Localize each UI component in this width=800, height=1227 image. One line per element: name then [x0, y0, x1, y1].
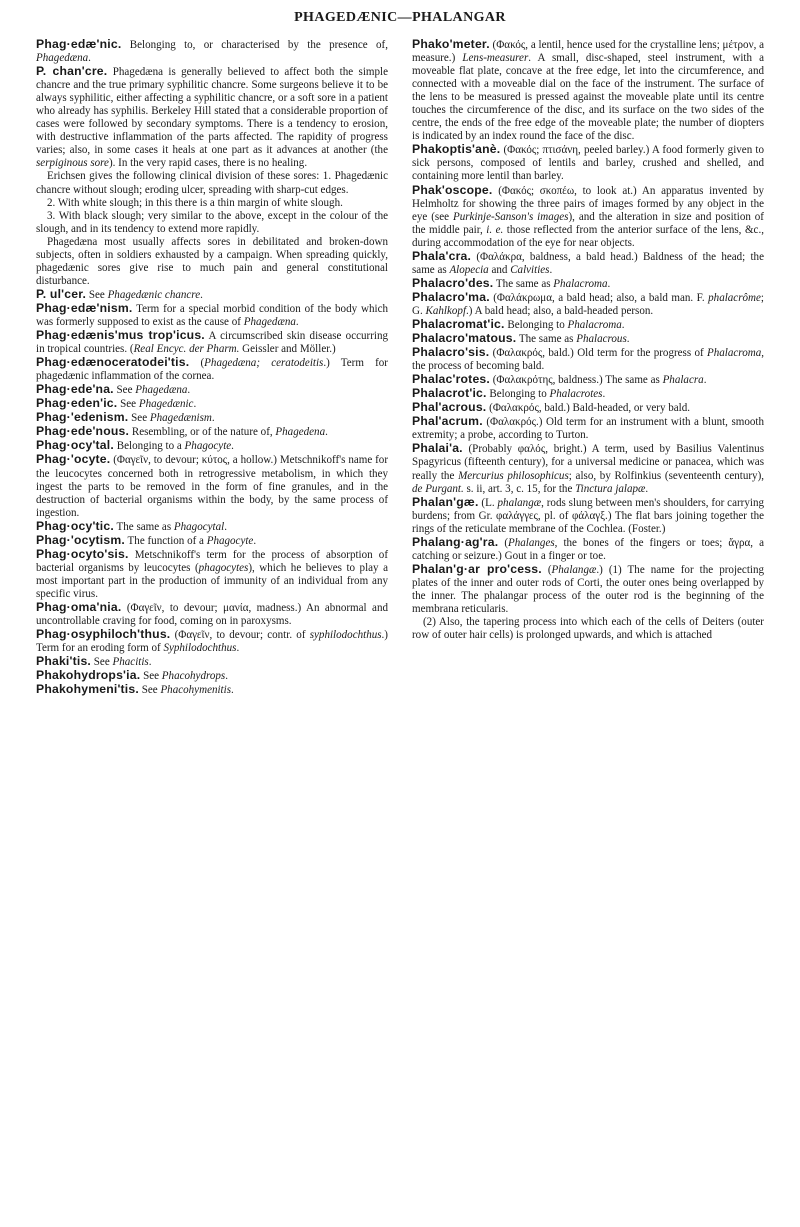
entry-definition: See Phagedænic chancre. — [86, 288, 203, 301]
dictionary-entry — [412, 346, 764, 373]
dictionary-entry — [36, 197, 388, 210]
entry-headword: Phag·ede'nous. — [36, 424, 130, 439]
entry-definition: 3. With black slough; very similar to the above, except in the colour of the slough, and in its tendency to extend more rapidly. — [36, 209, 388, 235]
dictionary-entry — [412, 415, 764, 442]
entry-definition: (Φακός, a lentil, hence used for the crystalline lens; μέτρον, a measure.) Lens-measurer. A small, disc-shaped, steel instrument, with a moveable flat plate, concave at the free edge, let into the circumference, and connected with a moveable dial on the face of the instrument. The surface of the lens to be measured is pressed against the moveable plate until its centre touches the circumference of the disc, and its surface on the two sides of the centre, the ends of the free edge of the moveable plate; the number of diopters is indicated by an index round the face of the disc. — [412, 39, 765, 143]
entry-definition: The function of a Phagocyte. — [125, 534, 257, 547]
dictionary-entry — [36, 356, 388, 383]
entry-definition: (Phagedæna; ceratodeitis.) Term for phagedænic inflammation of the cornea. — [36, 357, 388, 383]
entry-definition: See Phacohydrops. — [140, 670, 228, 683]
entry-definition: (Φαλακρός, bald.) Old term for the progress of Phalacroma, the process of becoming bald. — [412, 347, 764, 373]
entry-definition: See Phagedænic. — [117, 398, 197, 411]
dictionary-entry — [36, 236, 388, 288]
entry-definition: The same as Phalacrous. — [516, 333, 630, 346]
entry-headword: Phag·edænis'mus trop'icus. — [36, 328, 205, 343]
entry-definition: Belonging to a Phagocyte. — [113, 440, 234, 453]
entry-headword: Phag·eden'ic. — [36, 396, 118, 411]
entry-headword: Phalacro'des. — [412, 275, 494, 290]
dictionary-entry — [36, 210, 388, 236]
dictionary-entry — [412, 401, 764, 415]
entry-definition: (Φαλακρότης, baldness.) The same as Phalacra. — [489, 374, 707, 387]
dictionary-entry — [36, 383, 388, 397]
dictionary-entry — [36, 628, 388, 655]
entry-definition: Resembling, or of the nature of, Phagedena. — [129, 426, 328, 439]
entry-headword: Phalai'a. — [412, 441, 463, 456]
dictionary-entry — [36, 411, 388, 425]
entry-definition: See Phacitis. — [91, 656, 152, 669]
entry-definition: (Φαλακρός.) Old term for an instrument with a blunt, smooth extremity; a probe, according to Turton. — [412, 416, 764, 442]
dictionary-entry — [36, 439, 388, 453]
entry-headword: Phakohydrops'ia. — [36, 668, 141, 683]
entry-headword: P. chan'cre. — [36, 64, 108, 79]
entry-definition: (Φαλάκρα, baldness, a bald head.) Baldness of the head; the same as Alopecia and Calvities. — [412, 250, 764, 276]
dictionary-entry — [36, 669, 388, 683]
dictionary-entry — [412, 536, 764, 563]
entry-headword: Phalacro'matous. — [412, 331, 517, 346]
entry-definition: (Φαγεῖν, to devour; contr. of syphilodochthus.) Term for an eroding form of Syphilodochthus. — [36, 629, 388, 655]
entry-headword: Phag·edæ'nic. — [36, 37, 122, 51]
entry-definition: (2) Also, the tapering process into which each of the cells of Deiters (outer row of outer hair cells) is prolonged upwards, and which is attached — [412, 616, 764, 642]
entry-headword: Phakohymeni'tis. — [36, 682, 139, 697]
entry-headword: Phalang·ag'ra. — [412, 534, 499, 549]
entry-definition: (L. phalangæ, rods slung between men's shoulders, for carrying burdens; from Gr. φαλάγγες, pl. of φάλαγξ.) The flat bars joining together the rings of the reticulate membrane of the Cochlea. (Foster.) — [412, 496, 764, 535]
dictionary-entry — [36, 38, 388, 65]
entry-headword: Phala'cra. — [412, 248, 472, 263]
dictionary-entry — [36, 683, 388, 697]
dictionary-entry — [36, 453, 388, 519]
entry-definition: (Probably φαλός, bright.) A term, used by Basilius Valentinus Spagyricus (fifteenth century), for a universal medicine or panacea, which was really the Mercurius philosophicus; also, by Rolfinkius (seventeenth century), de Purgant. s. ii, art. 3, c. 15, for the Tinctura jalapæ. — [412, 443, 765, 495]
entry-definition: (Φακός; σκοπέω, to look at.) An apparatus invented by Helmholtz for showing the three pairs of images formed by any object in the eye (see Purkinje-Sanson's images), and the alteration in size and position of the middle pair, i. e. those reflected from the anterior surface of the lens, &c., during accommodation of the eye for near objects. — [412, 184, 764, 249]
entry-definition: See Phagedænism. — [128, 412, 215, 425]
dictionary-entry — [412, 250, 764, 277]
entry-headword: Phakoptis'anè. — [412, 142, 501, 157]
dictionary-entry — [412, 563, 764, 616]
dictionary-entry — [412, 318, 764, 332]
entry-headword: Phag·ocy'tal. — [36, 438, 114, 453]
entry-definition: (Φακός; πτισάνη, peeled barley.) A food formerly given to sick persons, composed of lentils and barley, crushed and shelled, and containing more lentil than barley. — [412, 144, 764, 183]
entry-definition: (Φαλακρός, bald.) Bald-headed, or very bald. — [486, 402, 691, 415]
dictionary-entry — [36, 65, 388, 170]
dictionary-entry — [412, 332, 764, 346]
entry-definition: (Φαλάκρωμα, a bald head; also, a bald man. F. phalacrôme; G. Kahlkopf.) A bald head; also, a bald-headed person. — [412, 291, 764, 317]
right-column — [412, 38, 764, 697]
dictionary-entry — [36, 655, 388, 669]
dictionary-entry — [412, 373, 764, 387]
dictionary-entry — [36, 329, 388, 356]
entry-definition: See Phagedæna. — [113, 384, 191, 397]
dictionary-entry — [36, 534, 388, 548]
entry-headword: Phalac'rotes. — [412, 372, 490, 387]
entry-definition: Belonging to, or characterised by the presence of, Phagedæna. — [36, 39, 388, 65]
entry-definition: (Phalangæ.) (1) The name for the projecting plates of the inner and outer rods of Corti, the outer ones being overlapped by the inner. The phalangar process of the outer rod is the beginning of the membrana reticularis. — [412, 563, 765, 615]
entry-headword: Phag·ede'na. — [36, 382, 114, 397]
dictionary-entry — [412, 277, 764, 291]
entry-definition: Erichsen gives the following clinical division of these sores: 1. Phagedænic chancre without slough; eroding ulcer, spreading with sharp-cut edges. — [36, 170, 388, 196]
entry-headword: Phak'oscope. — [412, 182, 493, 197]
entry-definition: (Φαγεῖν, to devour; κύτος, a hollow.) Metschnikoff's name for the leucocytes concerned both in retrogressive metabolism, in which they ingest the parts to be removed in the form of fine granules, and in the destruction of bacterial organisms within the body, by the same process of ingestion. — [36, 454, 388, 519]
entry-headword: Phag·'ocyte. — [36, 452, 111, 467]
entry-definition: Phagedæna most usually affects sores in debilitated and broken-down subjects, often in soldiers exhausted by a campaign. When spreading quickly, phagedænic sores give rise to much pain and general constitutional disturbance. — [36, 235, 388, 287]
dictionary-entry — [36, 302, 388, 329]
left-column — [36, 38, 388, 697]
entry-headword: Phalacro'sis. — [412, 345, 490, 360]
entry-definition: A circumscribed skin disease occurring in tropical countries. (Real Encyc. der Pharm. Geissler and Möller.) — [36, 330, 389, 356]
dictionary-entry — [36, 520, 388, 534]
dictionary-entry — [36, 170, 388, 196]
entry-headword: Phalan'g·ar pro'cess. — [412, 561, 542, 576]
entry-definition: (Φαγεῖν, to devour; μανία, madness.) An abnormal and uncontrollable craving for food, coming on in paroxysms. — [36, 601, 388, 628]
running-head: PHAGEDÆNIC—PHALANGAR — [294, 10, 506, 25]
entry-definition: Belonging to Phalacroma. — [504, 318, 625, 331]
entry-definition: 2. With white slough; in this there is a thin margin of white slough. — [47, 196, 343, 209]
entry-headword: Phal'acrous. — [412, 400, 487, 415]
entry-headword: Phag·'ocytism. — [36, 532, 125, 547]
dictionary-entry — [412, 184, 764, 250]
dictionary-entry — [36, 288, 388, 302]
entry-headword: Phag·'edenism. — [36, 410, 129, 425]
dictionary-entry — [36, 397, 388, 411]
entry-headword: Phag·edænoceratodei'tis. — [36, 355, 190, 370]
entry-headword: P. ul'cer. — [36, 286, 87, 301]
entry-headword: Phag·ocyto'sis. — [36, 546, 129, 561]
entry-headword: Phako'meter. — [412, 37, 490, 51]
entry-definition: Belonging to Phalacrotes. — [486, 388, 606, 401]
entry-headword: Phalacro'ma. — [412, 289, 490, 304]
entry-headword: Phag·edæ'nism. — [36, 300, 133, 315]
dictionary-entry — [36, 425, 388, 439]
entry-headword: Phalacrot'ic. — [412, 386, 487, 401]
entry-headword: Phal'acrum. — [412, 414, 483, 429]
entry-headword: Phag·ocy'tic. — [36, 518, 114, 533]
dictionary-entry — [412, 442, 764, 495]
dictionary-entry — [412, 143, 764, 183]
entry-definition: (Phalanges, the bones of the fingers or toes; ἄγρα, a catching or seizure.) Gout in a finger or toe. — [412, 536, 764, 562]
entry-headword: Phaki'tis. — [36, 654, 92, 669]
entry-definition: The same as Phagocytal. — [113, 520, 227, 533]
dictionary-entry — [412, 496, 764, 536]
dictionary-entry — [36, 601, 388, 628]
entry-headword: Phag·osyphiloch'thus. — [36, 627, 171, 642]
entry-definition: Phagedæna is generally believed to affect both the simple chancre and the true primary syphilitic chancre. Some surgeons believe it to be always syphilitic, either affecting a syphilitic chancre, or a soft sore in a patient who already has syphilis. Berkeley Hill stated that a considerable proportion of cases were followed by secondary symptoms. There is a tendency to erosion, with destructive inflammation of the parts affected. The rapidity of progress varies; also, in some cases it heals at one part as it advances at another (the serpiginous sore). In the very rapid cases, there is no healing. — [36, 66, 388, 170]
dictionary-entry — [36, 548, 388, 601]
entry-headword: Phalan'gæ. — [412, 494, 479, 509]
dictionary-entry — [412, 616, 764, 642]
entry-definition: See Phacohymenitis. — [138, 684, 234, 697]
dictionary-entry — [412, 387, 764, 401]
entry-definition: Metschnikoff's term for the process of absorption of bacterial organisms by leucocytes (phagocytes), which he believes to play a most important part in the production of immunity of an individual from any specific virus. — [36, 548, 388, 600]
dictionary-entry — [412, 291, 764, 318]
entry-definition: Term for a special morbid condition of the body which was formerly supposed to exist as the cause of Phagedæna. — [36, 302, 388, 328]
entry-headword: Phag·oma'nia. — [36, 599, 122, 614]
dictionary-entry — [412, 38, 764, 143]
entry-columns — [36, 38, 764, 697]
entry-definition: The same as Phalacroma. — [493, 277, 611, 290]
entry-headword: Phalacromat'ic. — [412, 316, 505, 331]
